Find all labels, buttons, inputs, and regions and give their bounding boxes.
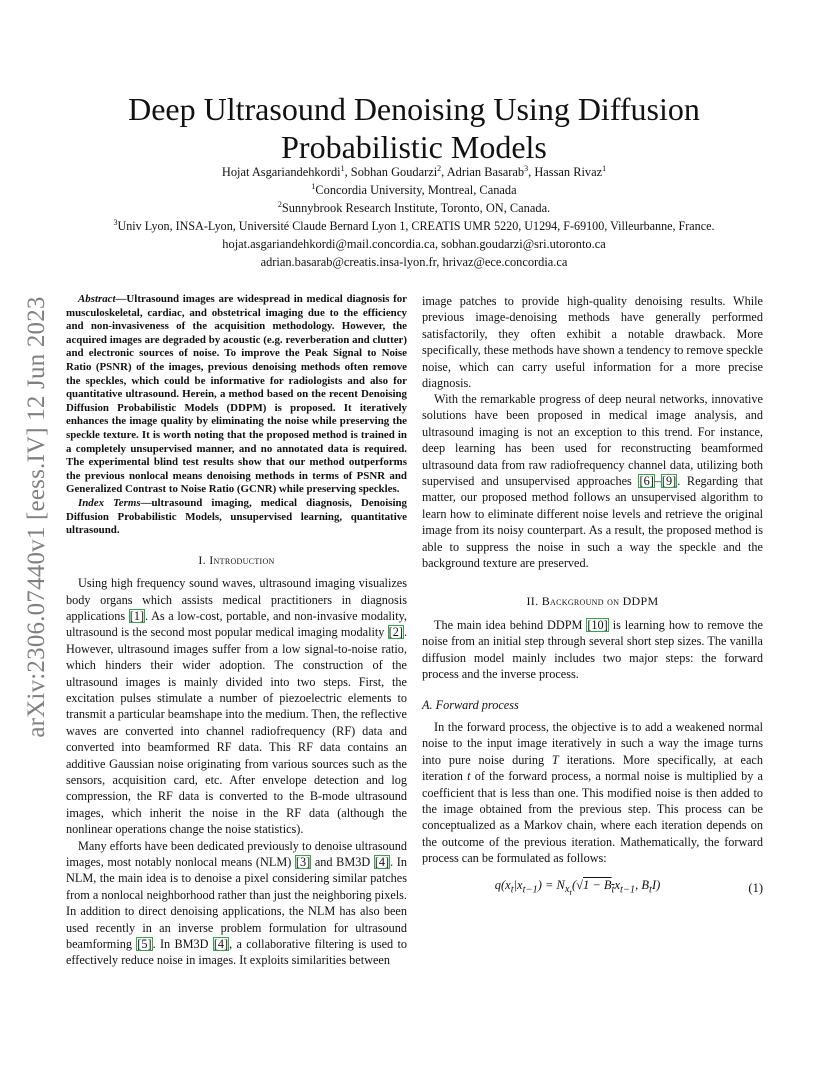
citation-link[interactable]: [4] [213, 937, 229, 952]
affiliation-text: Univ Lyon, INSA-Lyon, Université Claude Bernard Lyon 1, CREATIS UMR 5220, U1294, F-69100, Villeurbanne, France. [117, 219, 715, 233]
paragraph-text: , a collaborative filtering is used to effectively reduce noise in images. It exploits similarities between [66, 937, 407, 968]
citation-link[interactable]: [3] [295, 855, 311, 869]
author-affil-mark: 1 [340, 164, 345, 173]
section-heading-introduction [66, 552, 407, 568]
paragraph-text: iterations. More specifically, at each iteration [422, 752, 763, 784]
left-column [66, 293, 407, 969]
right-column-continued [422, 391, 763, 899]
intro-paragraph-2-continued [422, 293, 763, 391]
section-number: II. [526, 594, 542, 609]
paragraph-text: Using high frequency sound waves, ultrasound imaging visualizes body organs which assists medical practitioners in diagnosis applications [66, 576, 407, 623]
paragraph-text: With the remarkable progress of deep neural networks, innovative solutions have been proposed in medical image analysis, and ultrasound imaging is not an exception to this trend. For instance, deep learning has been used for reconstructing beamformed ultrasound data from raw radiofrequency channel data, utilizing both supervised and unsupervised approaches [422, 392, 763, 489]
index-terms [66, 497, 407, 538]
intro-paragraph-3 [422, 391, 763, 571]
paragraph-text: . However, ultrasound images suffer from a low signal-to-noise ratio, which hinders their wider adoption. The construction of the ultrasound images is mainly divided into two steps. First, the excitation pulses stimulate a number of piezoelectric elements to transmit a particular beamshape into the medium. Then, the reflective waves are converted into channel radiofrequency (RF) data and converted into beamformed RF data. This RF data contains an additive Gaussian noise originating from various sources such as the sensors, acquisition card, etc. After envelope detection and log compression, the RF data is converted to the B-mode ultrasound images, which inherit the noise in the RF data (although the nonlinear operations change the noise statistics). [66, 625, 407, 837]
equation-formula: $q(x_t|x_{t-1}) = N_{x_t}(√1 - B_tx_{t-1}$, $B_tI$) [494, 877, 661, 898]
paragraph-text: and BM3D [311, 855, 374, 869]
author-block [60, 163, 768, 271]
citation-link[interactable]: [10] [587, 617, 608, 632]
author-emails-2: adrian.basarab@creatis.insa-lyon.fr, hrivaz@ece.concordia.ca [260, 255, 568, 269]
abstract-text: —Ultrasound images are widespread in medical diagnosis for musculoskeletal, cardiac, and obstetrical imaging due to the efficiency and non-invasiveness of the acquisition methodology. However, the acquired images are degraded by acoustic (e.g. reverberation and clutter) and electronic sources of noise. To improve the Peak Signal to Noise Ratio (PSNR) of the images, previous denoising methods often remove the speckles, which could be informative for radiologists and also for quantitative ultrasound. Herein, a method based on the recent Denoising Diffusion Probabilistic Models (DDPM) is proposed. It iteratively enhances the image quality by eliminating the noise while preserving the speckle texture. It is worth noting that the proposed method is trained in a completely unsupervised manner, and no annotated data is required. The experimental blind test results show that our method outperforms the previous nonlocal means denoising methods in terms of PSNR and Generalized Contrast to Noise Ratio (GCNR) while preserving speckles. [66, 293, 407, 496]
right-column-top [422, 293, 763, 391]
affiliation-1 [60, 181, 768, 199]
section-title: Background on DDPM [541, 594, 659, 609]
author-name: Hojat Asgariandehkordi [221, 165, 341, 179]
author-affil-mark: 3 [524, 164, 529, 173]
section-number: I. [198, 552, 210, 567]
arxiv-identifier [20, 289, 54, 744]
title-line-2: Probabilistic Models [281, 129, 547, 166]
paragraph-text: The main idea behind DDPM [434, 617, 587, 632]
abstract [66, 293, 407, 497]
paragraph-text: is learning how to remove the noise from an initial step through several short step sizes. The vanilla diffusion model mainly includes two major steps: the forward process and the inverse process. [422, 617, 763, 682]
index-terms-label: Index Terms [78, 496, 141, 509]
affiliation-mark: 1 [311, 182, 316, 191]
abstract-label: Abstract [78, 293, 116, 305]
subsection-heading-forward-process: A. Forward process [422, 697, 519, 712]
paragraph-text: In the forward process, the objective is to add a weakened normal noise to the input image iteratively in such a way the image turns into pure noise during [422, 719, 763, 767]
citation-link[interactable]: [6] [639, 474, 654, 489]
intro-paragraph-2 [66, 838, 407, 969]
affiliation-2 [60, 199, 768, 217]
author-name: Sobhan Goudarzi [350, 165, 438, 179]
author-list: Hojat Asgariandehkordi$^1$, Sobhan Goudarzi$^2$, Adrian Basarab$^3$, Hassan Rivaz$^1$ [221, 164, 607, 179]
citation-link[interactable]: [2] [388, 625, 403, 640]
affiliation-text: Concordia University, Montreal, Canada [315, 183, 517, 197]
citation-link[interactable]: [1] [129, 608, 145, 623]
arxiv-identifier-text: arXiv:2306.07440v1 [eess.IV] 12 Jun 2023 [23, 295, 50, 738]
citation-link[interactable]: [4] [374, 855, 390, 869]
affiliation-3 [60, 217, 768, 235]
paragraph-text: of the forward process, a normal noise is multiplied by a coefficient that is less than one. This modified noise is then added to the image obtained from the previous step. This process can be conceptualized as a Markov chain, where each iteration depends on the outcome of the previous iteration. Mathematically, the forward process can be formulated as follows: [422, 769, 763, 866]
author-affil-mark: 2 [437, 164, 442, 173]
paragraph-text: – [654, 474, 661, 489]
author-affil-mark: 1 [602, 164, 607, 173]
affiliation-text: Sunnybrook Research Institute, Toronto, ON, Canada. [281, 201, 551, 215]
paragraph-text: Many efforts have been dedicated previously to denoise ultrasound images, most notably nonlocal means (NLM) [66, 838, 407, 869]
index-terms-text: —ultrasound imaging, medical diagnosis, Denoising Diffusion Probabilistic Models, unsupervised learning, quantitative ultrasound. [66, 496, 407, 537]
forward-paragraph-1 [422, 719, 763, 867]
intro-paragraph-1 [66, 575, 407, 838]
equation-number: (1) [748, 881, 763, 896]
section-heading-background [422, 593, 763, 609]
background-paragraph-1 [422, 617, 763, 683]
author-name: Hassan Rivaz [534, 165, 603, 179]
citation-link[interactable]: [5] [137, 937, 152, 952]
paper-title [70, 90, 758, 166]
paragraph-text: . In BM3D [152, 937, 213, 952]
paragraph-text: . Regarding that matter, our proposed method follows an unsupervised algorithm to learn how to eliminate different noise levels and retrieve the original image from its noisy counterpart. As a result, the proposed method is able to suppress the noise in such a way the speckle and the background texture are preserved. [422, 474, 763, 571]
equation-1 [422, 879, 763, 899]
paragraph-text: image patches to provide high-quality denoising results. While previous image-denoising methods have generally performed satisfactorily, they often exhibit a notable drawback. More specifically, these methods have shown a tendency to remove speckle noise, which can carry useful information for a more precise diagnosis. [422, 294, 763, 391]
affiliation-mark: 3 [113, 218, 118, 227]
math-variable: T [551, 752, 559, 767]
section-title: Introduction [209, 552, 275, 567]
math-variable: t [467, 769, 471, 784]
citation-link[interactable]: [9] [661, 474, 677, 489]
paragraph-text: . In NLM, the main idea is to denoise a pixel considering similar patches from a nonlocal neighborhood rather than just the neighboring pixels. In addition to direct denoising applications, the NLM has also been used recently in an inverse problem formulation for ultrasound beamforming [66, 855, 407, 952]
author-name: Adrian Basarab [446, 165, 525, 179]
author-emails-1: hojat.asgariandehkordi@mail.concordia.ca, sobhan.goudarzi@sri.utoronto.ca [222, 237, 606, 251]
title-line-1: Deep Ultrasound Denoising Using Diffusion [128, 91, 700, 128]
affiliation-mark: 2 [277, 200, 282, 209]
paragraph-text: . As a low-cost, portable, and non-invasive modality, ultrasound is the second most popular medical imaging modality [66, 608, 407, 640]
